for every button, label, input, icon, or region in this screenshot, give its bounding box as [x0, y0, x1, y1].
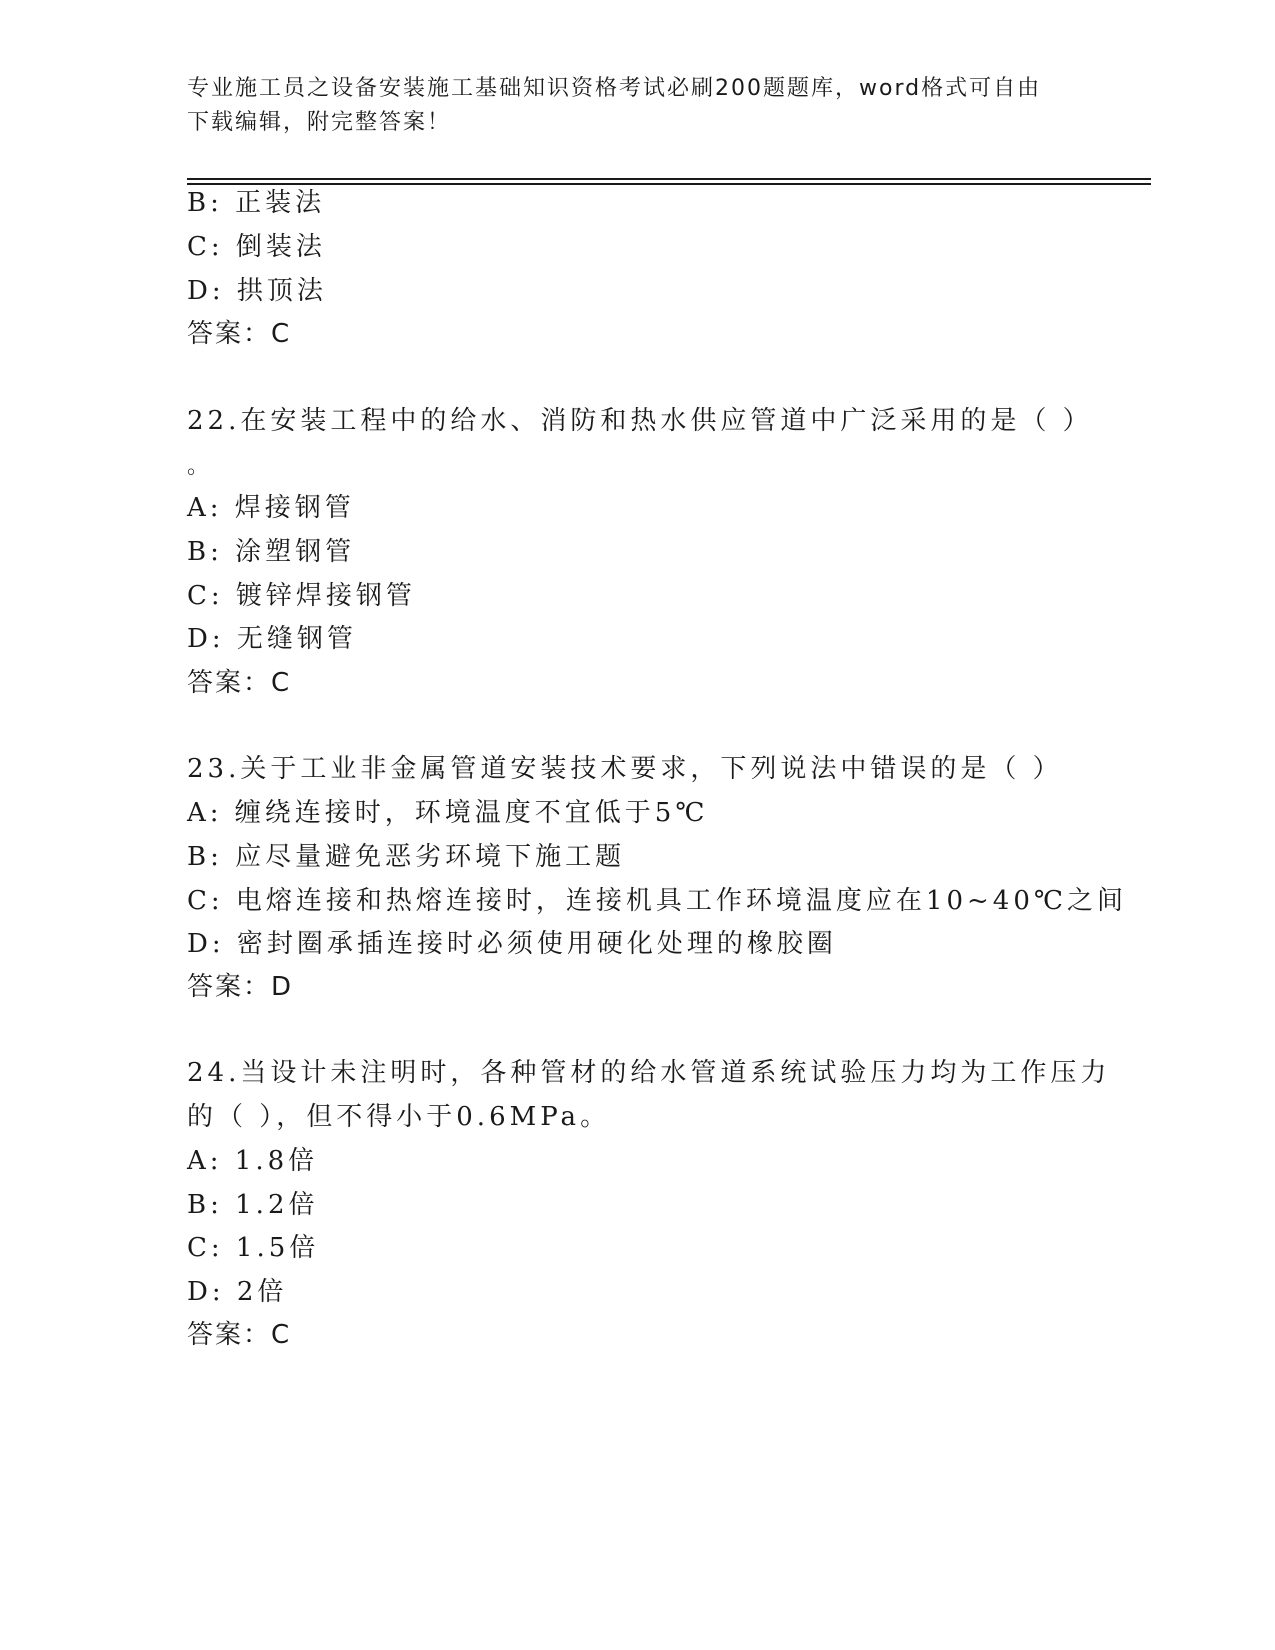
- q23-option-b: B: 应尽量避免恶劣环境下施工题: [187, 842, 626, 872]
- q21-option-d: D: 拱顶法: [187, 276, 327, 306]
- q22-stem-tail: 。: [187, 454, 214, 479]
- document-header: [187, 72, 1067, 140]
- q22-option-b: B: 涂塑钢管: [187, 537, 356, 567]
- q24-stem-line-1: 24.当设计未注明时，各种管材的给水管道系统试验压力均为工作压力: [187, 1058, 1111, 1088]
- q23-answer: 答案：D: [187, 972, 294, 1002]
- q22-option-a: A: 焊接钢管: [187, 493, 355, 523]
- q24-option-d: D: 2倍: [187, 1277, 288, 1307]
- q24-option-a: A: 1.8倍: [187, 1146, 319, 1176]
- q23-option-a: A: 缠绕连接时，环境温度不宜低于5℃: [187, 798, 709, 828]
- q24-option-b: B: 1.2倍: [187, 1190, 319, 1220]
- q21-option-c: C: 倒装法: [187, 232, 326, 262]
- q22-option-d: D: 无缝钢管: [187, 624, 357, 654]
- header-title-line-1: 专业施工员之设备安装施工基础知识资格考试必刷200题题库，word格式可自由: [187, 76, 1042, 101]
- q24-stem-line-2: 的（ ），但不得小于0.6MPa。: [187, 1102, 611, 1132]
- q21-answer: 答案：C: [187, 319, 292, 349]
- q24-answer: 答案：C: [187, 1320, 292, 1350]
- q22-answer: 答案：C: [187, 668, 292, 698]
- q23-stem: 23.关于工业非金属管道安装技术要求，下列说法中错误的是（ ）: [187, 754, 1063, 784]
- q23-option-c: C: 电熔连接和热熔连接时，连接机具工作环境温度应在10~40℃之间: [187, 886, 1127, 916]
- q22-stem: 22.在安装工程中的给水、消防和热水供应管道中广泛采用的是（ ）: [187, 406, 1093, 436]
- header-divider-top: [187, 178, 1151, 180]
- header-divider-bottom: [187, 183, 1151, 185]
- q23-option-d: D: 密封圈承插连接时必须使用硬化处理的橡胶圈: [187, 929, 837, 959]
- q24-option-c: C: 1.5倍: [187, 1233, 320, 1263]
- header-title-line-2: 下载编辑，附完整答案！: [187, 110, 452, 135]
- q22-option-c: C: 镀锌焊接钢管: [187, 581, 416, 611]
- q21-option-b: B: 正装法: [187, 188, 326, 218]
